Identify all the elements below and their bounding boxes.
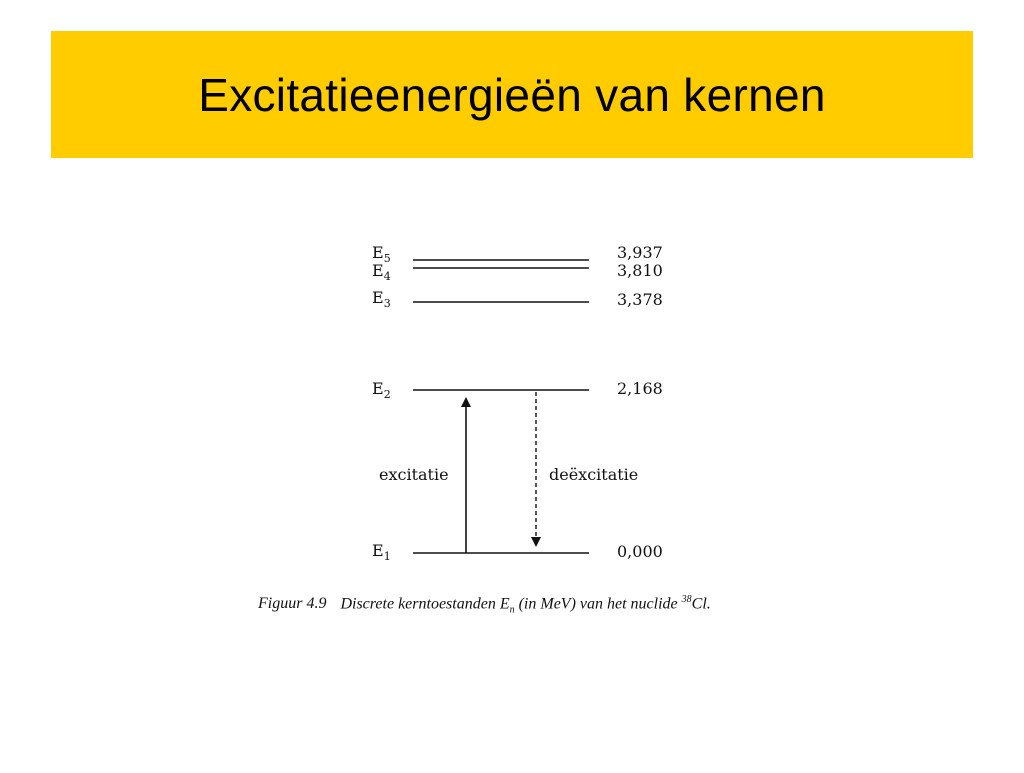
caption-subscript: n — [509, 604, 515, 616]
energy-value-e1: 0,000 — [617, 542, 663, 561]
figure-caption — [258, 594, 711, 616]
level-label-e2: $E_2$ — [372, 379, 391, 401]
deexcitation-label: deëxcitatie — [549, 465, 639, 484]
energy-value-e3: 3,378 — [617, 290, 663, 309]
level-label-e5: $E_5$ — [372, 243, 391, 265]
level-label-e3: $E_3$ — [372, 288, 391, 310]
figure-number: Figuur 4.9 — [258, 595, 327, 613]
energy-value-e2: 2,168 — [617, 379, 663, 398]
excitation-label: excitatie — [379, 465, 449, 484]
caption-text-after: Cl. — [691, 595, 711, 613]
caption-text-before: Discrete kerntoestanden E — [340, 595, 510, 613]
level-label-e1: $E_1$ — [372, 541, 391, 563]
energy-value-e4: 3,810 — [617, 261, 663, 280]
caption-superscript: 38 — [681, 594, 692, 605]
level-label-e4: $E_4$ — [372, 261, 391, 283]
slide-title: Excitatieenergieën van kernen — [198, 68, 826, 121]
caption-text-middle: (in MeV) van het nuclide — [514, 595, 682, 613]
energy-value-e5: 3,937 — [617, 243, 663, 262]
